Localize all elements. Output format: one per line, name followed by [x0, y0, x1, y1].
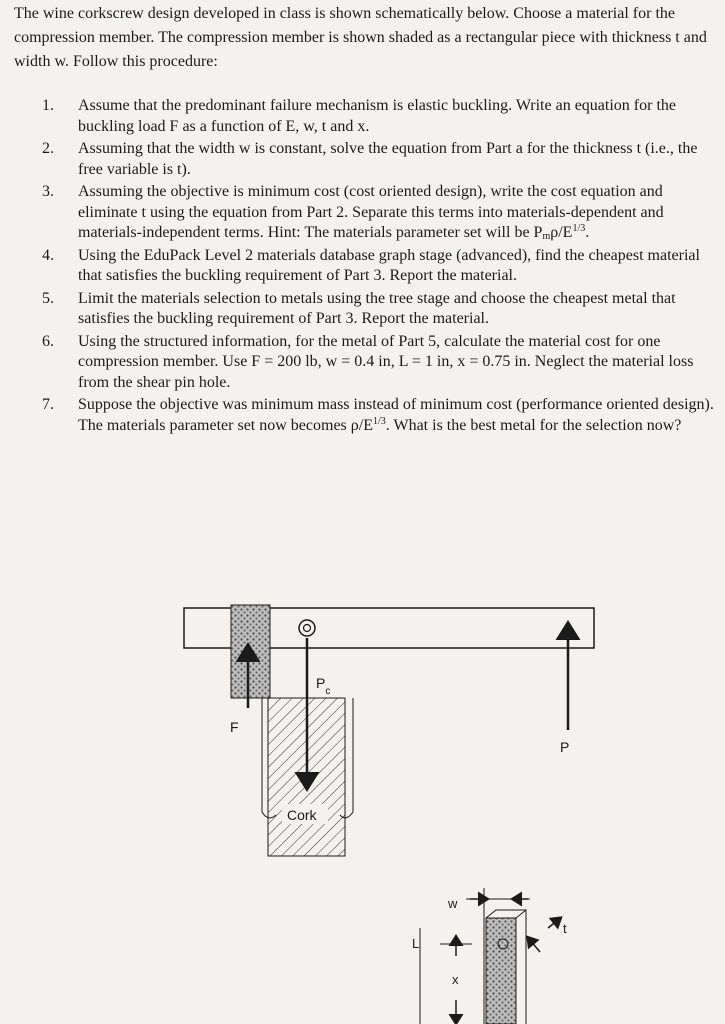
- compression-member: [231, 605, 270, 698]
- step-text-formula: ρ/E: [550, 224, 573, 241]
- step-number: 3.: [42, 183, 54, 200]
- step-text: Assuming that the width w is constant, solve the equation from Part a for the thickness t (i.e., the free variable is t).: [78, 140, 698, 178]
- step-text: Using the EduPack Level 2 materials database graph stage (advanced), find the cheapest material that satisfies the buckling requirement of Part 3. Report the material.: [78, 246, 700, 284]
- problem-intro: The wine corkscrew design developed in class is shown schematically below. Choose a material for the compression member. The compression member is shown shaded as a rectangular piece with thickness t and width w. Follow this procedure:: [14, 5, 707, 70]
- label-w: w: [448, 896, 458, 911]
- superscript: 1/3: [572, 223, 586, 234]
- corkscrew-diagram: [0, 560, 725, 1024]
- step-4: [36, 246, 725, 287]
- step-text: Using the structured information, for the metal of Part 5, calculate the material cost for one compression member. Use F = 200 lb, w = 0.4 in, L = 1 in, x = 0.75 in. Neglect the material loss from the shear pin hole.: [78, 332, 694, 391]
- step-7: [36, 395, 725, 436]
- step-number: 2.: [42, 140, 54, 157]
- label-p: P: [560, 739, 570, 755]
- step-text: Suppose the objective was minimum mass instead of minimum cost (performance oriented design). The materials parameter set now becomes ρ/E: [78, 396, 714, 434]
- step-number: 6.: [42, 332, 54, 350]
- label-f: F: [230, 719, 239, 735]
- step-1: [36, 96, 725, 137]
- step-text: Limit the materials selection to metals using the tree stage and choose the cheapest metal that satisfies the buckling requirement of Part 3. Report the material.: [78, 289, 676, 327]
- step-number: 1.: [42, 97, 54, 114]
- label-pc: $P_c$: [316, 675, 331, 697]
- step-number: 7.: [42, 396, 54, 413]
- step-number: 5.: [42, 289, 54, 307]
- label-t: t: [563, 921, 567, 936]
- label-l: L: [412, 936, 420, 951]
- superscript: 1/3: [372, 415, 386, 427]
- step-text: Assuming the objective is minimum cost (cost oriented design), write the cost equation and eliminate t using the equation from Part 2. Separate this terms into materials-dependent and materials-independent terms. Hint: The materials parameter set will be P: [78, 183, 664, 241]
- step-text-end: . What is the best metal for the selection now?: [385, 416, 682, 434]
- step-text-end: .: [585, 224, 590, 241]
- step-text: Assume that the predominant failure mechanism is elastic buckling. Write an equation for the buckling load F as a function of E, w, t and x.: [78, 97, 676, 135]
- step-6: [36, 332, 725, 394]
- procedure-steps: [36, 96, 725, 438]
- member-detail: [412, 888, 567, 1024]
- label-x: x: [452, 972, 459, 987]
- cork-label: Cork: [287, 807, 317, 823]
- step-number: 4.: [42, 246, 54, 264]
- step-2: [36, 139, 725, 180]
- step-3: [36, 182, 725, 244]
- pivot-pin: [299, 620, 315, 636]
- subscript: m: [542, 231, 551, 242]
- step-5: [36, 289, 725, 330]
